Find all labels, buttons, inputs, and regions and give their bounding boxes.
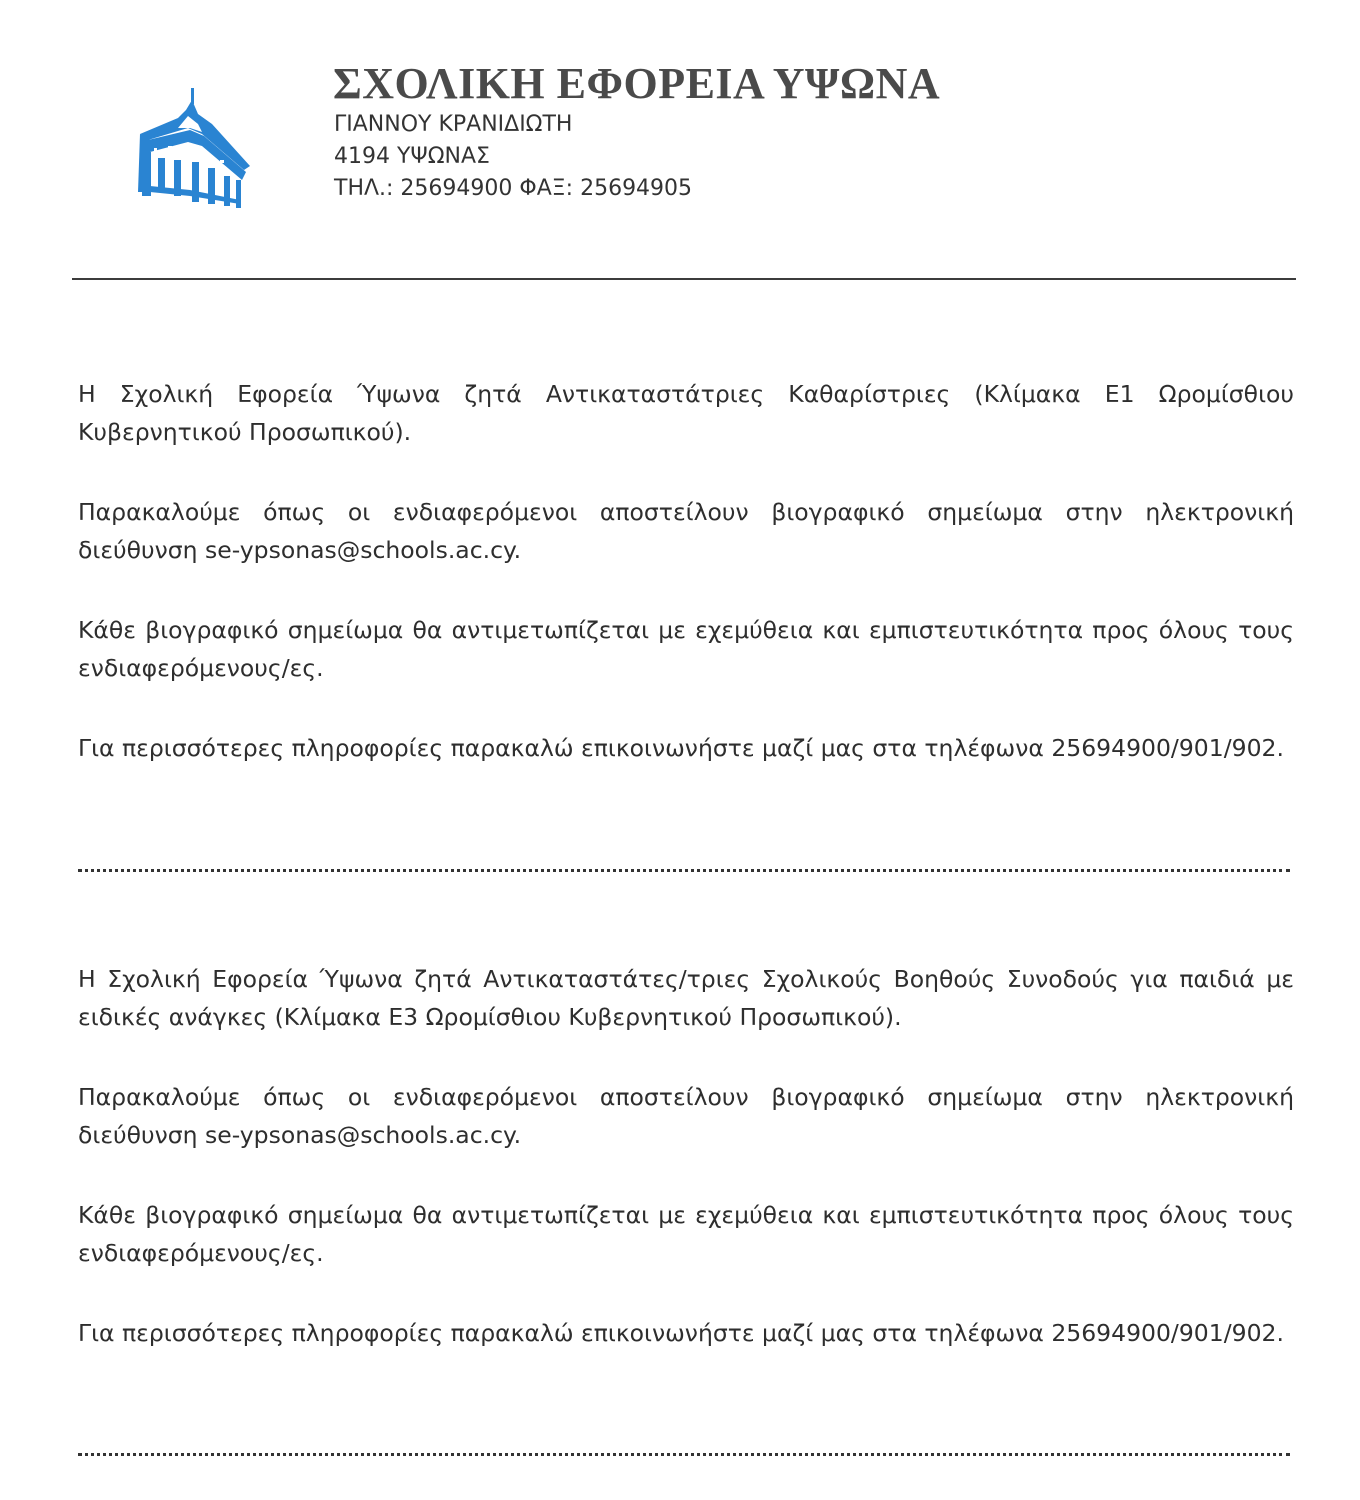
notice-cleaners <box>78 375 1294 767</box>
notice-announcement: Η Σχολική Εφορεία Ύψωνα ζητά Αντικαταστάτες/τριες Σχολικούς Βοηθούς Συνοδούς για παιδιά με ειδικές ανάγκες (Κλίμακα Ε3 Ωρομίσθιου Κυβερνητικού Προσωπικού). <box>78 965 1294 1031</box>
notice-announcement: Η Σχολική Εφορεία Ύψωνα ζητά Αντικαταστάτριες Καθαρίστριες (Κλίμακα Ε1 Ωρομίσθιου Κυβερνητικού Προσωπικού). <box>78 380 1294 446</box>
notice-contact-info: Για περισσότερες πληροφορίες παρακαλώ επικοινωνήστε μαζί μας στα τηλέφωνα 25694900/901/902. <box>78 1319 1284 1347</box>
organization-city: 4194 ΥΨΩΝΑΣ <box>334 144 490 169</box>
letterhead-divider <box>72 278 1296 280</box>
dotted-separator <box>78 869 1290 872</box>
notice-application-instructions: Παρακαλούμε όπως οι ενδιαφερόμενοι αποστείλουν βιογραφικό σημείωμα στην ηλεκτρονική διεύθυνση se-ypsonas@schools.ac.cy. <box>78 498 1294 564</box>
notice-assistants <box>78 960 1294 1352</box>
organization-phone-fax: ΤΗΛ.: 25694900 ΦΑΞ: 25694905 <box>334 176 693 201</box>
school-building-logo-icon <box>128 88 252 210</box>
notice-contact-info: Για περισσότερες πληροφορίες παρακαλώ επικοινωνήστε μαζί μας στα τηλέφωνα 25694900/901/902. <box>78 734 1284 762</box>
notice-application-instructions: Παρακαλούμε όπως οι ενδιαφερόμενοι αποστείλουν βιογραφικό σημείωμα στην ηλεκτρονική διεύθυνση se-ypsonas@schools.ac.cy. <box>78 1083 1294 1149</box>
dotted-separator <box>78 1453 1290 1456</box>
letterhead <box>0 0 1360 260</box>
notice-confidentiality: Κάθε βιογραφικό σημείωμα θα αντιμετωπίζεται με εχεμύθεια και εμπιστευτικότητα προς όλους τους ενδιαφερόμενους/ες. <box>78 1201 1294 1267</box>
organization-street: ΓΙΑΝΝΟΥ ΚΡΑΝΙΔΙΩΤΗ <box>334 112 573 137</box>
notice-confidentiality: Κάθε βιογραφικό σημείωμα θα αντιμετωπίζεται με εχεμύθεια και εμπιστευτικότητα προς όλους τους ενδιαφερόμενους/ες. <box>78 616 1294 682</box>
organization-title: ΣΧΟΛΙΚΗ ΕΦΟΡΕΙΑ ΥΨΩΝΑ <box>333 59 941 108</box>
